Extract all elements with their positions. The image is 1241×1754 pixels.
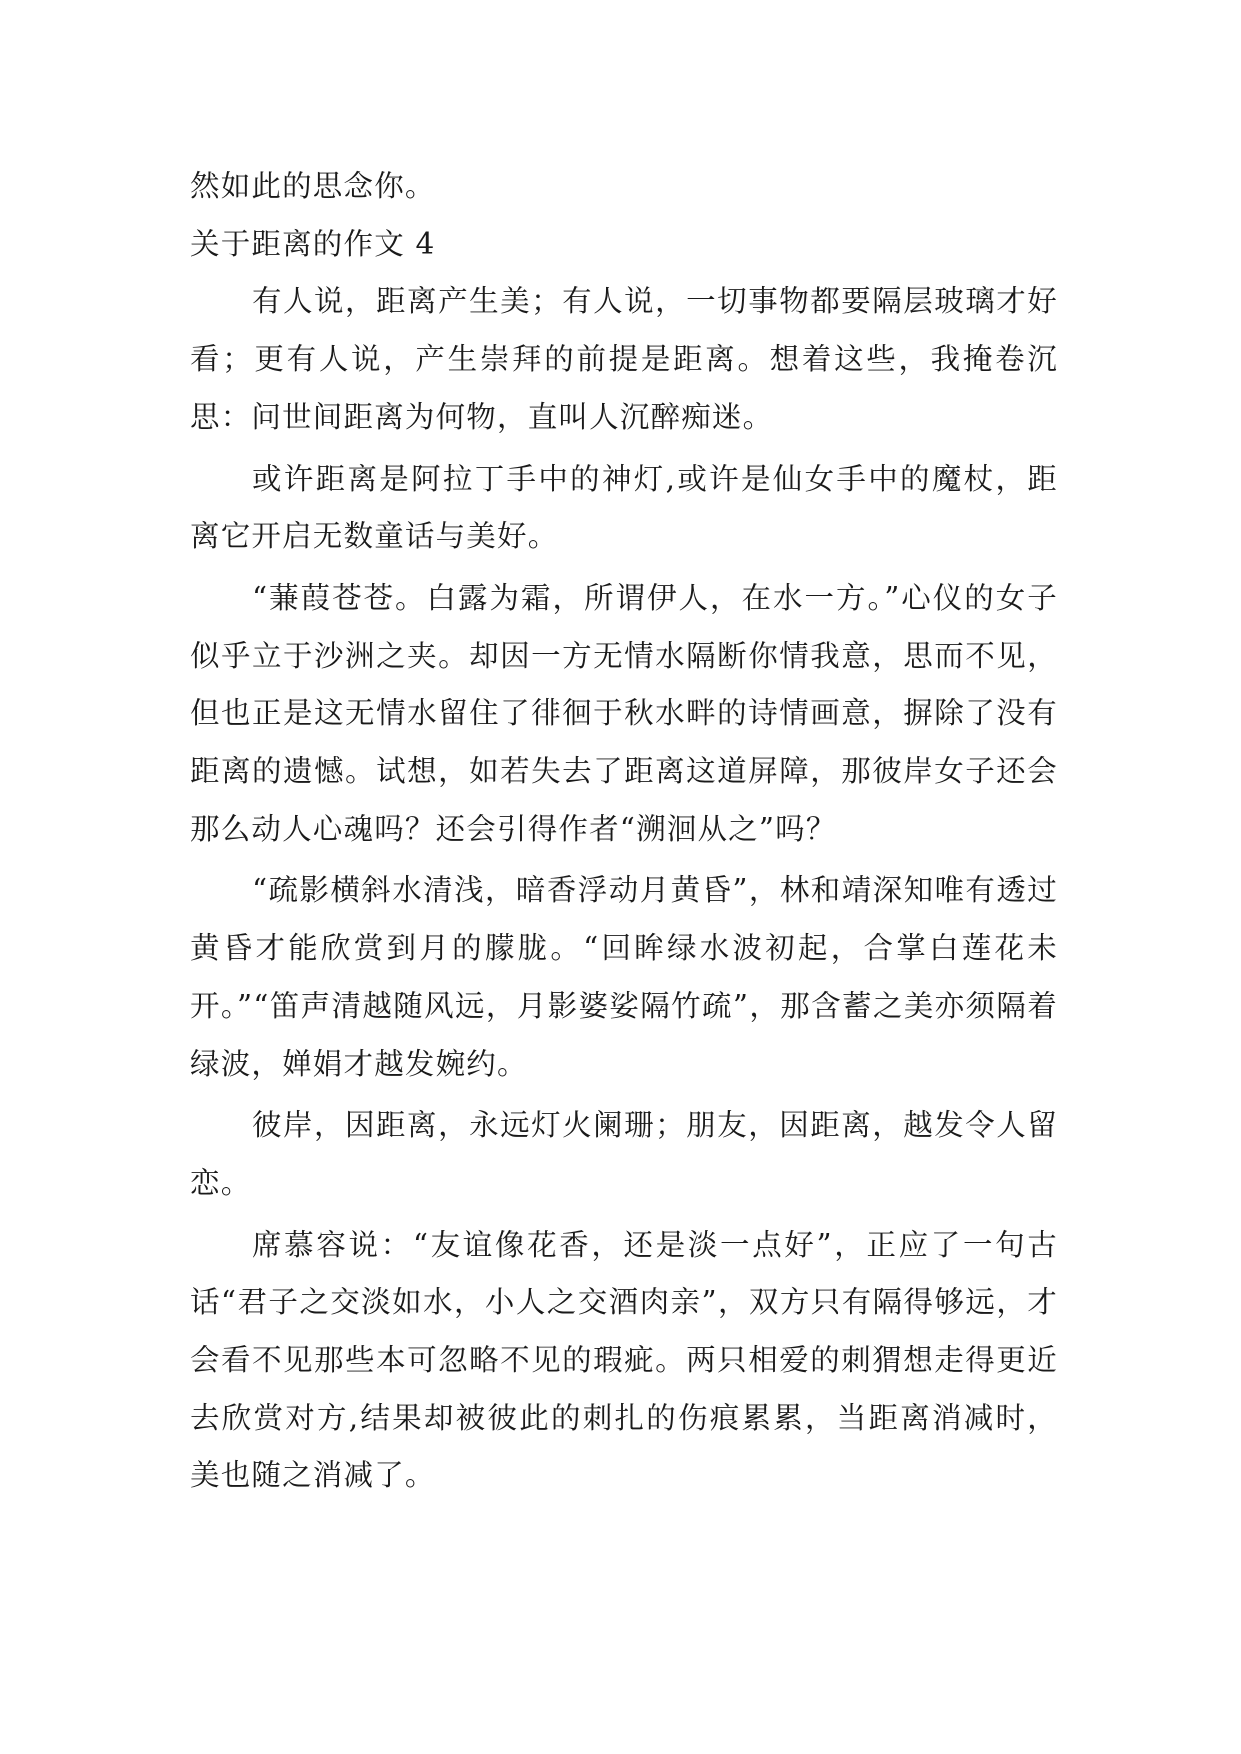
document-body xyxy=(190,158,1058,1509)
paragraph-4: “疏影横斜水清浅，暗香浮动月黄昏”，林和靖深知唯有透过黄昏才能欣赏到月的朦胧。“回眸绿水波初起，合掌白莲花未开。”“笛声清越随风远，月影婆娑隔竹疏”，那含蓄之美亦须隔着绿波，婵娟才越发婉约。 xyxy=(190,873,1058,1081)
paragraph-1: 有人说，距离产生美；有人说，一切事物都要隔层玻璃才好看；更有人说，产生崇拜的前提是距离。想着这些，我掩卷沉思：问世间距离为何物，直叫人沉醉痴迷。 xyxy=(190,284,1058,434)
paragraph-3: “蒹葭苍苍。白露为霜，所谓伊人，在水一方。”心仪的女子似乎立于沙洲之夹。却因一方无情水隔断你情我意，思而不见，但也正是这无情水留住了徘徊于秋水畔的诗情画意，摒除了没有距离的遗憾。试想，如若失去了距离这道屏障，那彼岸女子还会那么动人心魂吗？还会引得作者“溯洄从之”吗？ xyxy=(190,580,1058,846)
paragraph-6: 席慕容说：“友谊像花香，还是淡一点好”，正应了一句古话“君子之交淡如水，小人之交酒肉亲”，双方只有隔得够远，才会看不见那些本可忽略不见的瑕疵。两只相爱的刺猬想走得更近去欣赏对方,结果却被彼此的刺扎的伤痕累累，当距离消减时，美也随之消减了。 xyxy=(190,1227,1058,1493)
paragraph-5: 彼岸，因距离，永远灯火阑珊；朋友，因距离，越发令人留恋。 xyxy=(190,1108,1058,1200)
carryover-line: 然如此的思念你。 xyxy=(190,169,436,203)
paragraph-2: 或许距离是阿拉丁手中的神灯,或许是仙女手中的魔杖，距离它开启无数童话与美好。 xyxy=(190,461,1058,554)
essay-title: 关于距离的作文 4 xyxy=(190,226,436,261)
